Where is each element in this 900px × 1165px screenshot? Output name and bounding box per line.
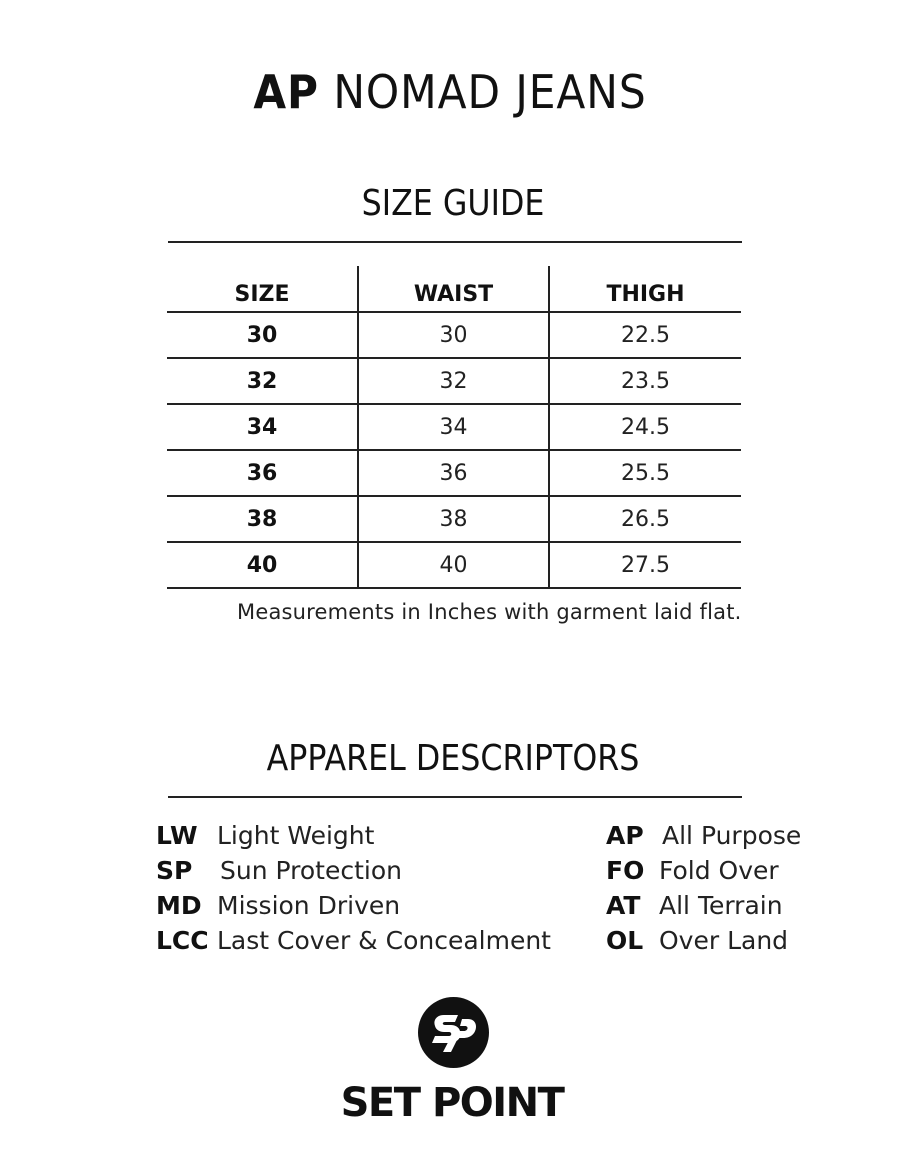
table-row bbox=[167, 404, 741, 450]
size-cell: 32 bbox=[167, 358, 358, 404]
descriptor-item bbox=[156, 853, 551, 888]
descriptor-label: Sun Protection bbox=[220, 856, 402, 885]
column-header-thigh: THIGH bbox=[549, 266, 741, 312]
descriptor-code: AT bbox=[606, 891, 641, 920]
waist-cell: 30 bbox=[358, 312, 549, 358]
descriptor-code: FO bbox=[606, 856, 645, 885]
title-prefix: AP bbox=[253, 65, 319, 119]
descriptor-item bbox=[606, 853, 801, 888]
thigh-cell: 25.5 bbox=[549, 450, 741, 496]
sp-monogram-glyph-icon bbox=[418, 997, 489, 1068]
thigh-cell: 27.5 bbox=[549, 542, 741, 588]
descriptor-code: LW bbox=[156, 821, 198, 850]
descriptor-label: All Terrain bbox=[659, 891, 783, 920]
size-cell: 38 bbox=[167, 496, 358, 542]
descriptor-item bbox=[606, 818, 801, 853]
table-row bbox=[167, 358, 741, 404]
descriptors-heading: APPAREL DESCRIPTORS bbox=[266, 738, 640, 779]
descriptor-code: LCC bbox=[156, 926, 209, 955]
descriptor-item bbox=[156, 818, 551, 853]
waist-cell: 32 bbox=[358, 358, 549, 404]
title-product: NOMAD JEANS bbox=[333, 65, 647, 119]
brand-wordmark: SET POINT bbox=[340, 1080, 564, 1126]
descriptor-label: All Purpose bbox=[662, 821, 802, 850]
thigh-cell: 23.5 bbox=[549, 358, 741, 404]
descriptor-label: Mission Driven bbox=[217, 891, 401, 920]
waist-cell: 40 bbox=[358, 542, 549, 588]
thigh-cell: 26.5 bbox=[549, 496, 741, 542]
table-header-row bbox=[167, 266, 741, 312]
descriptor-code: MD bbox=[156, 891, 202, 920]
descriptor-code: AP bbox=[606, 821, 644, 850]
descriptor-label: Light Weight bbox=[217, 821, 375, 850]
table-row bbox=[167, 450, 741, 496]
size-cell: 30 bbox=[167, 312, 358, 358]
descriptors-left-list bbox=[156, 818, 551, 958]
descriptor-label: Over Land bbox=[659, 926, 789, 955]
column-header-waist: WAIST bbox=[358, 266, 549, 312]
size-guide-divider bbox=[168, 241, 742, 243]
descriptor-item bbox=[156, 888, 551, 923]
measurement-note: Measurements in Inches with garment laid flat. bbox=[237, 600, 742, 624]
waist-cell: 34 bbox=[358, 404, 549, 450]
size-cell: 40 bbox=[167, 542, 358, 588]
size-cell: 34 bbox=[167, 404, 358, 450]
size-table bbox=[167, 266, 741, 589]
descriptor-label: Fold Over bbox=[659, 856, 779, 885]
sp-monogram-circle-icon bbox=[418, 997, 489, 1068]
waist-cell: 36 bbox=[358, 450, 549, 496]
descriptor-item bbox=[606, 888, 801, 923]
thigh-cell: 22.5 bbox=[549, 312, 741, 358]
table-row bbox=[167, 542, 741, 588]
descriptor-code: SP bbox=[156, 856, 193, 885]
page-title bbox=[36, 62, 864, 122]
table-row bbox=[167, 312, 741, 358]
table-row bbox=[167, 496, 741, 542]
thigh-cell: 24.5 bbox=[549, 404, 741, 450]
descriptors-right-list bbox=[606, 818, 801, 958]
column-header-size: SIZE bbox=[167, 266, 358, 312]
descriptors-divider bbox=[168, 796, 742, 798]
descriptor-item bbox=[606, 923, 801, 958]
size-guide-heading: SIZE GUIDE bbox=[361, 183, 545, 224]
size-cell: 36 bbox=[167, 450, 358, 496]
descriptor-code: OL bbox=[606, 926, 644, 955]
waist-cell: 38 bbox=[358, 496, 549, 542]
descriptor-item bbox=[156, 923, 551, 958]
descriptor-label: Last Cover & Concealment bbox=[217, 926, 551, 955]
